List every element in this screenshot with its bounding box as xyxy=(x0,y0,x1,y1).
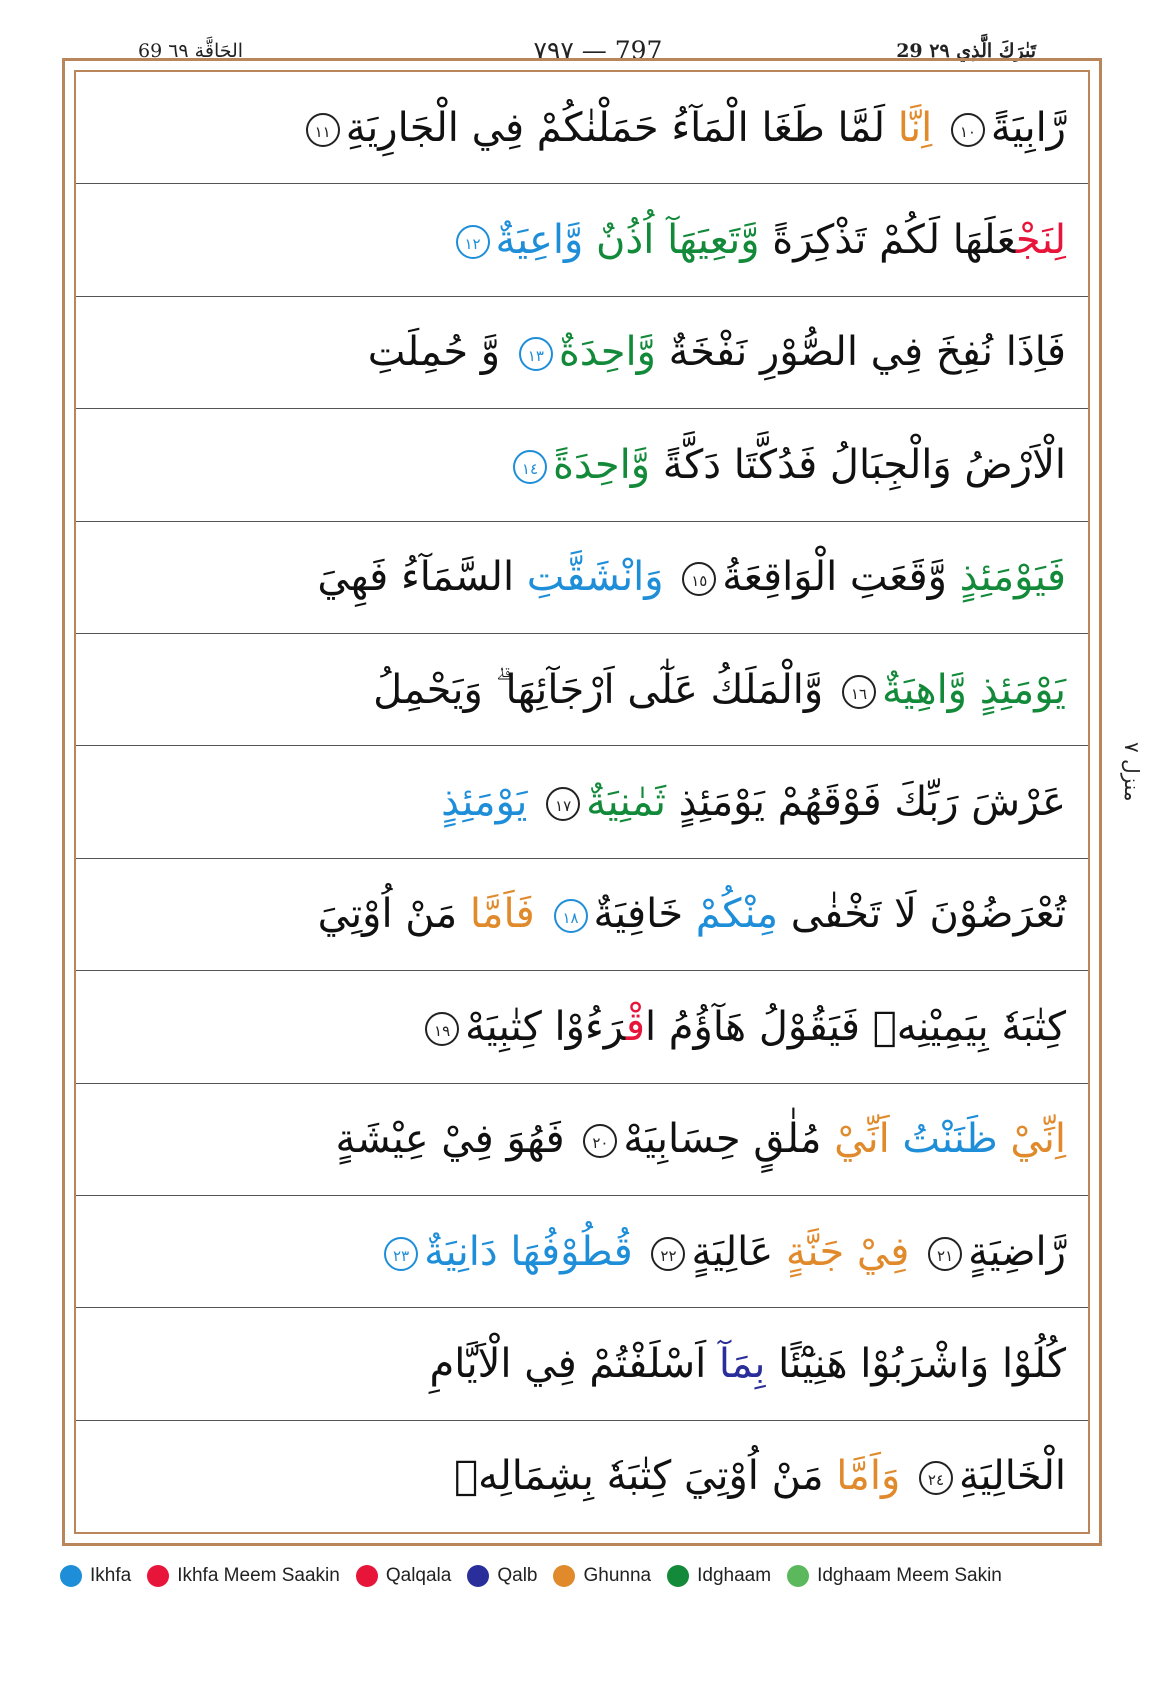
ayah-number-marker: ٢٤ xyxy=(919,1461,953,1495)
tajweed-segment: وَّتَعِيَهَآ xyxy=(654,217,760,264)
legend-item xyxy=(467,1565,537,1587)
tajweed-segment: اِنَّا xyxy=(885,104,945,151)
legend-item xyxy=(553,1565,651,1587)
verse-segment: الْاَرْضُ وَالْجِبَالُ فَدُكَّتَا دَكَّةً xyxy=(650,441,1066,488)
verse-line-text xyxy=(454,1446,1066,1506)
ayah-number-marker: ١٨ xyxy=(554,899,588,933)
verse-segment: وَّقَعَتِ الْوَاقِعَةُ xyxy=(722,554,947,601)
verse-line xyxy=(76,184,1088,296)
legend-color-dot-icon xyxy=(467,1565,489,1587)
legend-item xyxy=(60,1565,131,1587)
verse-segment: كِتٰبَهٗ بِيَمِيْنِهٖ فَيَقُوْلُ هَآؤُمُ ا xyxy=(644,1003,1066,1050)
tajweed-segment: اِنِّيْ xyxy=(997,1116,1066,1163)
legend-label: Qalb xyxy=(497,1565,538,1586)
verse-segment: السَّمَآءُ فَهِيَ xyxy=(317,554,515,601)
ayah-number-marker: ١٥ xyxy=(682,562,716,596)
verse-segment: الْخَالِيَةِ xyxy=(958,1453,1066,1500)
verse-line xyxy=(76,522,1088,634)
verse-line-text xyxy=(441,772,1066,832)
verse-segment: وَّالْمَلَكُ عَلٰٓى اَرْجَآئِهَا ۗ وَيَحْمِلُ xyxy=(373,666,836,713)
ayah-number-marker: ٢٣ xyxy=(384,1237,418,1271)
ayah-number-marker: ١١ xyxy=(306,113,340,147)
verse-segment: مُلٰقٍ حِسَابِيَهْ xyxy=(623,1116,822,1163)
legend-label: Ikhfa xyxy=(90,1565,132,1586)
verse-segment: لَمَّا طَغَا الْمَآءُ حَمَلْنٰكُمْ فِي الْجَارِيَةِ xyxy=(345,104,886,151)
verse-line-text xyxy=(373,660,1066,720)
tajweed-segment: قْ xyxy=(625,1003,645,1050)
tajweed-segment: مِنْكُمْ xyxy=(683,891,778,938)
verse-line-text xyxy=(300,98,1066,158)
legend-label: Idghaam xyxy=(697,1565,772,1586)
verse-segment: فَهُوَ فِيْ عِيْشَةٍ xyxy=(335,1116,578,1163)
ayah-number-marker: ١٩ xyxy=(425,1012,459,1046)
legend-color-dot-icon xyxy=(60,1565,82,1587)
verse-line-text xyxy=(336,1109,1067,1169)
legend-label: Qalqala xyxy=(385,1565,452,1586)
page-number: ٧٩٧ — 797 xyxy=(492,36,704,65)
legend-color-dot-icon xyxy=(356,1565,378,1587)
legend-item xyxy=(356,1565,452,1587)
ayah-number-marker: ١٣ xyxy=(519,337,553,371)
verse-segment: رَءُوْا كِتٰبِيَهْ xyxy=(465,1003,626,1050)
manzil-label: منزل ٧ xyxy=(1120,742,1144,802)
verse-line-text xyxy=(507,435,1066,495)
tajweed-segment: يَوْمَئِذٍ xyxy=(441,779,541,826)
ayah-number-marker: ٢١ xyxy=(928,1237,962,1271)
tajweed-segment: يَوْمَئِذٍ وَّاهِيَةٌ xyxy=(881,666,1066,713)
verse-segment: مَنْ اُوْتِيَ xyxy=(317,891,458,938)
verse-line xyxy=(76,634,1088,746)
legend-color-dot-icon xyxy=(787,1565,809,1587)
juz-title: 29 تَبٰرَكَ الَّذِي ٢٩ xyxy=(890,40,1042,62)
verse-segment: تُعْرَضُوْنَ لَا تَخْفٰى xyxy=(778,891,1066,938)
ayah-number-marker: ١٢ xyxy=(456,225,490,259)
tajweed-legend xyxy=(60,1558,1120,1594)
tajweed-segment: وَّاحِدَةٌ xyxy=(558,329,656,376)
tajweed-segment: فَيَوْمَئِذٍ xyxy=(946,554,1066,601)
verse-segment: عَلَهَا لَكُمْ تَذْكِرَةً xyxy=(759,217,1016,264)
verse-line-text xyxy=(430,1334,1067,1394)
verse-line xyxy=(76,72,1088,184)
verse-line xyxy=(76,971,1088,1083)
legend-label: Idghaam Meem Sakin xyxy=(817,1565,1002,1586)
verse-segment: رَّاضِيَةٍ xyxy=(968,1228,1066,1275)
ayah-number-marker: ١٤ xyxy=(513,450,547,484)
legend-color-dot-icon xyxy=(553,1565,575,1587)
verse-segment: عَرْشَ رَبِّكَ فَوْقَهُمْ يَوْمَئِذٍ xyxy=(665,779,1066,826)
tajweed-segment: فِيْ جَنَّةٍ xyxy=(773,1228,923,1275)
tajweed-segment: اُذُنٌ xyxy=(583,217,655,264)
tajweed-segment: وَّاعِيَةٌ xyxy=(495,217,584,264)
verse-segment: اَسْلَفْتُمْ فِي الْاَيَّامِ xyxy=(429,1340,707,1387)
surah-title: 69 الحَاقَّة ٦٩ xyxy=(132,40,249,62)
legend-color-dot-icon xyxy=(667,1565,689,1587)
ayah-number-marker: ٢٠ xyxy=(583,1124,617,1158)
verse-line-text xyxy=(318,884,1066,944)
tajweed-segment: ظَنَنْتُ xyxy=(889,1116,998,1163)
legend-item xyxy=(787,1565,1002,1587)
legend-label: Ghunna xyxy=(583,1565,652,1586)
verse-line-text xyxy=(378,1222,1066,1282)
tajweed-segment: وَانْشَقَّتِ xyxy=(514,554,677,601)
ayah-number-marker: ١٧ xyxy=(546,787,580,821)
tajweed-segment: قُطُوْفُهَا دَانِيَةٌ xyxy=(424,1228,646,1275)
tajweed-segment: اَنِّيْ xyxy=(821,1116,890,1163)
verse-line xyxy=(76,1196,1088,1308)
tajweed-segment: وَاَمَّا xyxy=(823,1453,913,1500)
legend-item xyxy=(667,1565,771,1587)
tajweed-segment: فَاَمَّا xyxy=(457,891,548,938)
verse-segment: مَنْ اُوْتِيَ كِتٰبَهٗ بِشِمَالِهٖ xyxy=(454,1453,824,1500)
legend-color-dot-icon xyxy=(147,1565,169,1587)
verse-line-text xyxy=(317,547,1066,607)
verse-line-text xyxy=(368,322,1066,382)
verse-segment: كُلُوْا وَاشْرَبُوْا هَنِيْٓئًا xyxy=(765,1340,1066,1387)
verse-segment: خَافِيَةٌ xyxy=(593,891,684,938)
verse-line xyxy=(76,1308,1088,1420)
verse-line-text xyxy=(419,997,1066,1057)
verse-line xyxy=(76,409,1088,521)
tajweed-segment: بِمَآ xyxy=(706,1340,766,1387)
verse-segment: فَاِذَا نُفِخَ فِي الصُّوْرِ نَفْخَةٌ xyxy=(655,329,1066,376)
tajweed-segment: وَّاحِدَةً xyxy=(552,441,651,488)
verse-line-text xyxy=(450,210,1066,270)
verse-line xyxy=(76,1084,1088,1196)
legend-label: Ikhfa Meem Saakin xyxy=(177,1565,340,1586)
ayah-number-marker: ١٦ xyxy=(842,675,876,709)
ayah-number-marker: ٢٢ xyxy=(651,1237,685,1271)
verse-segment: وَّ حُمِلَتِ xyxy=(367,329,513,376)
verse-segment: عَالِيَةٍ xyxy=(691,1228,774,1275)
verse-line xyxy=(76,1421,1088,1532)
tajweed-segment: ثَمٰنِيَةٌ xyxy=(586,779,666,826)
legend-item xyxy=(147,1565,340,1587)
verse-line xyxy=(76,297,1088,409)
ayah-number-marker: ١٠ xyxy=(951,113,985,147)
verse-line xyxy=(76,859,1088,971)
tajweed-segment: لِنَجْ xyxy=(1015,217,1066,264)
verse-segment: رَّابِيَةً xyxy=(990,104,1066,151)
verse-line xyxy=(76,746,1088,858)
quran-text-area xyxy=(76,72,1088,1532)
